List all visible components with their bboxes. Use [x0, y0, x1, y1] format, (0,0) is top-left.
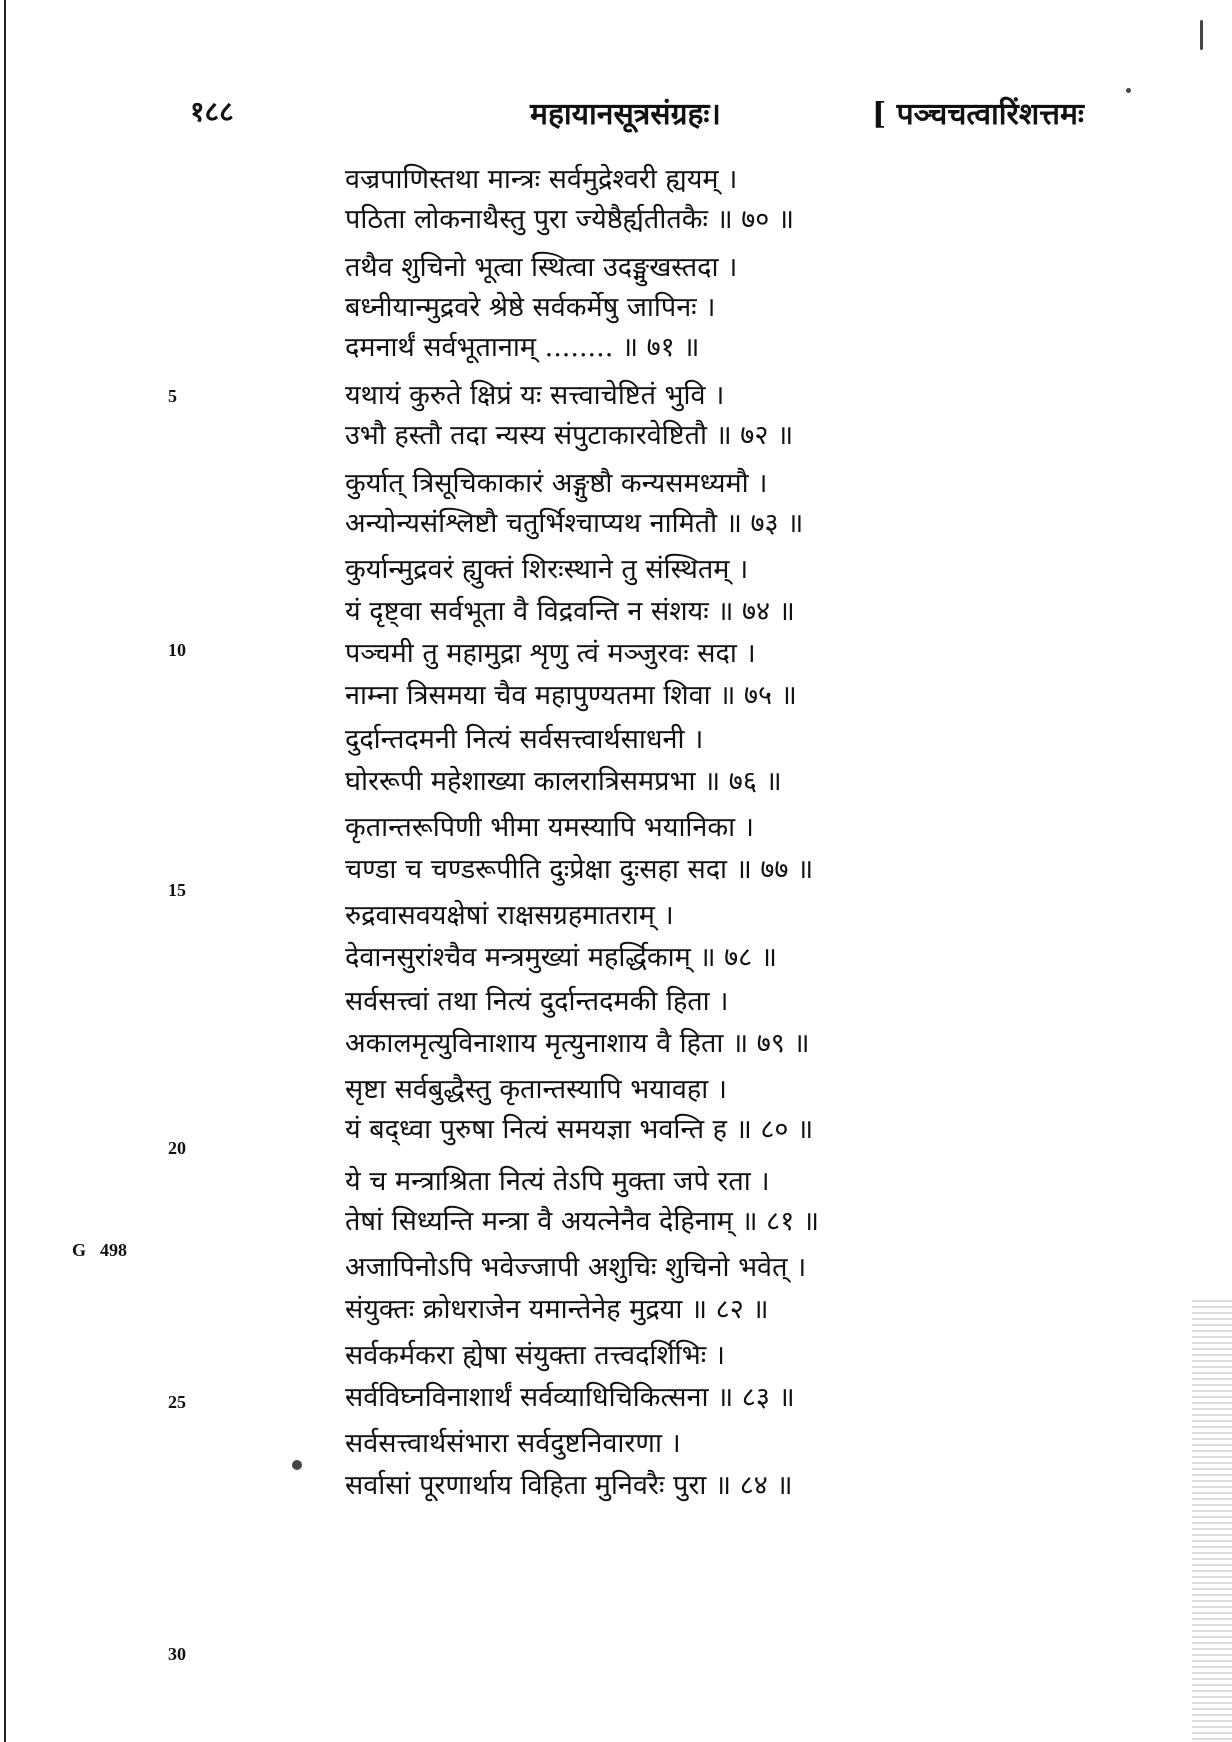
verse-line: उभौ हस्तौ तदा न्यस्य संपुटाकारवेष्टितौ ॥ ७२ ॥	[345, 420, 794, 451]
reference-prefix: G	[72, 1240, 87, 1260]
verse-line: वज्रपाणिस्तथा मान्त्रः सर्वमुद्रेश्वरी ह्ययम् ।	[345, 164, 738, 195]
verse-line: सर्वकर्मकरा ह्येषा संयुक्ता तत्त्वदर्शिभिः ।	[345, 1340, 726, 1371]
running-title: महायानसूत्रसंग्रहः।	[530, 97, 721, 132]
verse-line: यथायं कुरुते क्षिप्रं यः सत्त्वाचेष्टितं भुवि ।	[345, 380, 725, 411]
ink-speck	[1200, 20, 1203, 50]
verse-line: कुर्यान्मुद्रवरं ह्युक्तं शिरःस्थाने तु संस्थितम् ।	[345, 554, 749, 585]
verse-line: दुर्दान्तदमनी नित्यं सर्वसत्त्वार्थसाधनी ।	[345, 724, 704, 755]
verse-line: तेषां सिध्यन्ति मन्त्रा वै अयत्नेनैव देहिनाम् ॥ ८१ ॥	[345, 1206, 820, 1237]
page-header	[0, 92, 1232, 142]
scan-noise	[1192, 1300, 1232, 1740]
line-number-margin: 30	[168, 1644, 186, 1664]
verse-line: बध्नीयान्मुद्रवरे श्रेष्ठे सर्वकर्मेषु जापिनः ।	[345, 292, 716, 323]
verse-line: पञ्चमी तु महामुद्रा शृणु त्वं मञ्जुरवः सदा ।	[345, 638, 756, 669]
verse-line: संयुक्तः क्रोधराजेन यमान्तेनेह मुद्रया ॥ ८२ ॥	[345, 1294, 769, 1325]
verse-line: अकालमृत्युविनाशाय मृत्युनाशाय वै हिता ॥ ७९ ॥	[345, 1028, 810, 1059]
verse-line: रुद्रवासवयक्षेषां राक्षसग्रहमातराम् ।	[345, 900, 674, 931]
line-number-margin: 10	[168, 640, 186, 660]
verse-line: पठिता लोकनाथैस्तु पुरा ज्येष्ठैर्ह्यतीतकैः ॥ ७० ॥	[345, 204, 795, 235]
verse-line: यं बद्ध्वा पुरुषा नित्यं समयज्ञा भवन्ति ह ॥ ८० ॥	[345, 1114, 814, 1145]
verse-line: तथैव शुचिनो भूत्वा स्थित्वा उदङ्मुखस्तदा ।	[345, 252, 738, 283]
verse-line: देवानसुरांश्चैव मन्त्रमुख्यां महर्द्धिकाम् ॥ ७८ ॥	[345, 942, 777, 973]
chapter-title: [ पञ्चचत्वारिंशत्तमः	[872, 97, 1084, 132]
page-edge-rule	[4, 0, 6, 1742]
reference-number: 498	[100, 1240, 128, 1260]
verse-line: सृष्टा सर्वबुद्धैस्तु कृतान्तस्यापि भयावहा ।	[345, 1074, 728, 1105]
verse-line: घोररूपी महेशाख्या कालरात्रिसमप्रभा ॥ ७६ ॥	[345, 766, 782, 797]
ink-speck	[1126, 88, 1131, 93]
verse-line: यं दृष्ट्वा सर्वभूता वै विद्रवन्ति न संशयः ॥ ७४ ॥	[345, 596, 795, 627]
line-number-margin: 25	[168, 1392, 186, 1412]
verse-line: सर्वासां पूरणार्थाय विहिता मुनिवरैः पुरा ॥ ८४ ॥	[345, 1470, 793, 1501]
verse-line: सर्वविघ्नविनाशार्थं सर्वव्याधिचिकित्सना ॥ ८३ ॥	[345, 1382, 795, 1413]
verse-line: अन्योन्यसंश्लिष्टौ चतुर्भिश्चाप्यथ नामितौ ॥ ७३ ॥	[345, 508, 804, 539]
verse-line: कुर्यात् त्रिसूचिकाकारं अङ्गुष्ठौ कन्यसमध्यमौ ।	[345, 468, 768, 499]
page-number: १८८	[190, 95, 234, 128]
manuscript-reference	[72, 1240, 141, 1261]
verse-line: कृतान्तरूपिणी भीमा यमस्यापि भयानिका ।	[345, 812, 754, 843]
verse-line: चण्डा च चण्डरूपीति दुःप्रेक्षा दुःसहा सदा ॥ ७७ ॥	[345, 854, 814, 885]
ink-speck	[292, 1460, 302, 1470]
verse-line: नाम्ना त्रिसमया चैव महापुण्यतमा शिवा ॥ ७५ ॥	[345, 680, 797, 711]
line-number-margin: 5	[168, 386, 177, 406]
verse-line: ये च मन्त्राश्रिता नित्यं तेऽपि मुक्ता जपे रता ।	[345, 1166, 770, 1197]
verse-line: अजापिनोऽपि भवेज्जापी अशुचिः शुचिनो भवेत् ।	[345, 1252, 807, 1283]
line-number-margin: 15	[168, 880, 186, 900]
line-number-margin: 20	[168, 1138, 186, 1158]
verse-line: सर्वसत्त्वां तथा नित्यं दुर्दान्तदमकी हिता ।	[345, 986, 729, 1017]
verse-line: दमनार्थं सर्वभूतानाम् ........ ॥ ७१ ॥	[345, 332, 700, 363]
verse-line: सर्वसत्त्वार्थसंभारा सर्वदुष्टनिवारणा ।	[345, 1428, 681, 1459]
